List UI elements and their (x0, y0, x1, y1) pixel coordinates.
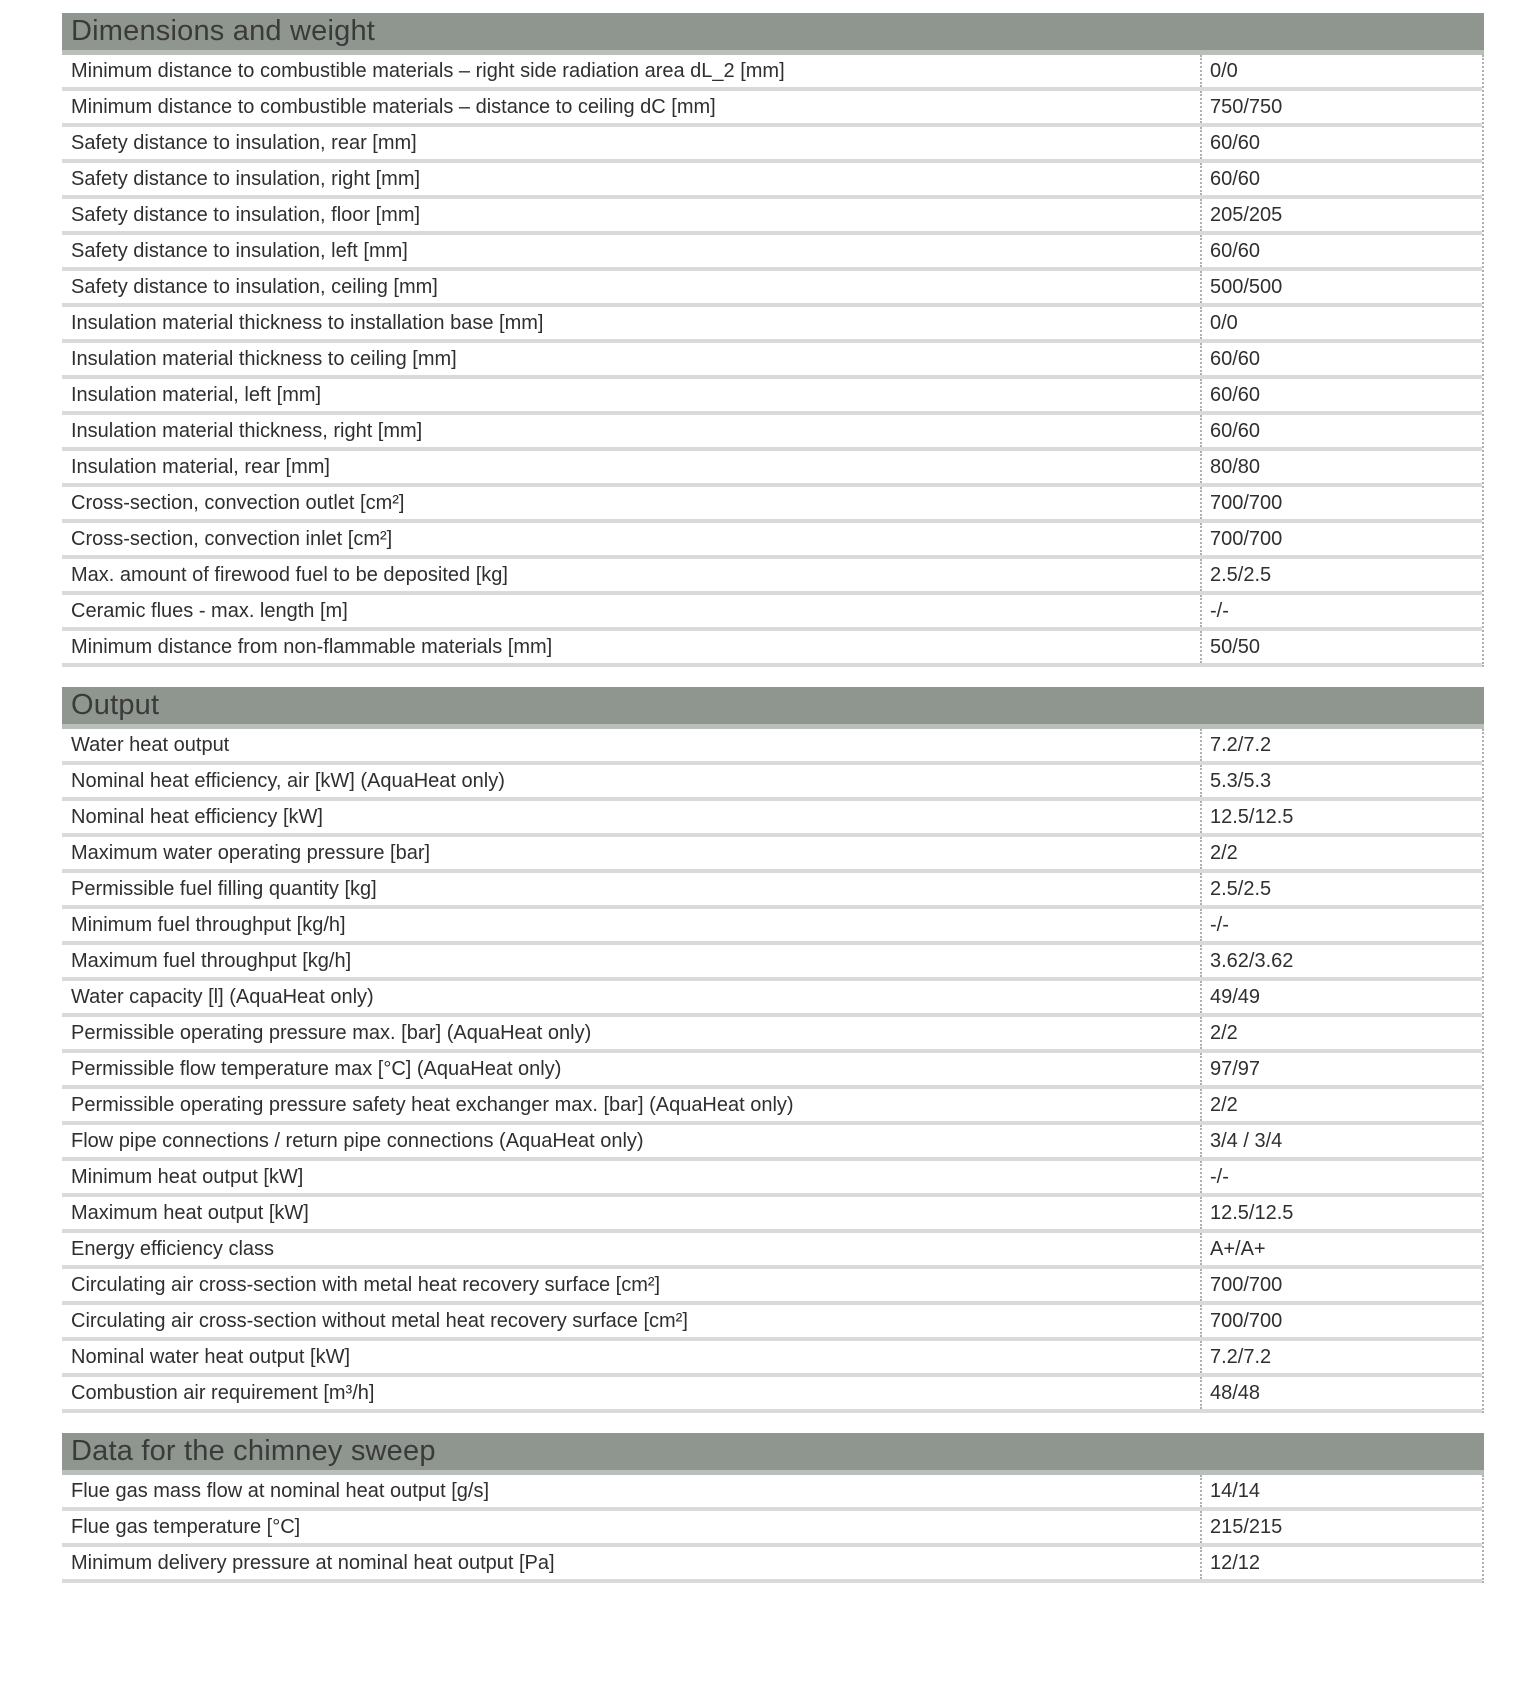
table-row (62, 1017, 1482, 1053)
table-row (62, 1511, 1482, 1547)
table-row (62, 343, 1482, 379)
row-label: Energy efficiency class (71, 1237, 275, 1260)
section-rows (62, 1475, 1484, 1583)
table-row (62, 487, 1482, 523)
row-label: Insulation material thickness to ceiling [mm] (71, 347, 457, 370)
table-row (62, 127, 1482, 163)
table-row (62, 55, 1482, 91)
row-value: 500/500 (1200, 271, 1482, 303)
table-row (62, 451, 1482, 487)
table-row (62, 199, 1482, 235)
row-value: 2/2 (1200, 837, 1482, 869)
row-label: Circulating air cross-section with metal heat recovery surface [cm²] (71, 1273, 661, 1296)
row-value: 48/48 (1200, 1377, 1482, 1409)
row-value: 60/60 (1200, 235, 1482, 267)
table-row (62, 559, 1482, 595)
row-label: Permissible fuel filling quantity [kg] (71, 877, 377, 900)
row-value: 2/2 (1200, 1089, 1482, 1121)
row-label: Safety distance to insulation, ceiling [mm] (71, 275, 438, 298)
row-value: 60/60 (1200, 343, 1482, 375)
row-value: -/- (1200, 909, 1482, 941)
section-title: Dimensions and weight (71, 15, 376, 47)
row-label: Safety distance to insulation, left [mm] (71, 239, 408, 262)
section-rows (62, 55, 1484, 667)
row-value: 205/205 (1200, 199, 1482, 231)
section-title: Data for the chimney sweep (71, 1435, 436, 1467)
table-row (62, 271, 1482, 307)
section-header (62, 687, 1484, 729)
spec-table (62, 13, 1484, 1583)
row-value: 60/60 (1200, 415, 1482, 447)
row-label: Minimum distance to combustible materials – right side radiation area dL_2 [mm] (71, 59, 785, 82)
row-value: 700/700 (1200, 523, 1482, 555)
table-row (62, 1161, 1482, 1197)
row-value: 0/0 (1200, 55, 1482, 87)
table-row (62, 1089, 1482, 1125)
spec-section (62, 1433, 1484, 1583)
row-value: 700/700 (1200, 487, 1482, 519)
row-value: 7.2/7.2 (1200, 1341, 1482, 1373)
row-value: -/- (1200, 1161, 1482, 1193)
row-value: 12/12 (1200, 1547, 1482, 1579)
table-row (62, 1341, 1482, 1377)
row-label: Maximum heat output [kW] (71, 1201, 309, 1224)
row-value: 0/0 (1200, 307, 1482, 339)
table-row (62, 837, 1482, 873)
row-label: Ceramic flues - max. length [m] (71, 599, 348, 622)
row-value: 5.3/5.3 (1200, 765, 1482, 797)
row-label: Nominal heat efficiency, air [kW] (AquaHeat only) (71, 769, 505, 792)
section-header (62, 1433, 1484, 1475)
table-row (62, 801, 1482, 837)
table-row (62, 91, 1482, 127)
table-row (62, 1125, 1482, 1161)
table-row (62, 415, 1482, 451)
row-value: 215/215 (1200, 1511, 1482, 1543)
table-row (62, 729, 1482, 765)
row-value: 12.5/12.5 (1200, 801, 1482, 833)
row-value: 60/60 (1200, 127, 1482, 159)
table-row (62, 873, 1482, 909)
table-row (62, 1053, 1482, 1089)
row-label: Safety distance to insulation, rear [mm] (71, 131, 417, 154)
section-title: Output (71, 689, 160, 721)
row-label: Minimum fuel throughput [kg/h] (71, 913, 346, 936)
row-label: Max. amount of firewood fuel to be deposited [kg] (71, 563, 508, 586)
row-value: 750/750 (1200, 91, 1482, 123)
table-row (62, 235, 1482, 271)
table-row (62, 909, 1482, 945)
row-label: Permissible flow temperature max [°C] (AquaHeat only) (71, 1057, 562, 1080)
row-value: 700/700 (1200, 1269, 1482, 1301)
row-label: Insulation material thickness to installation base [mm] (71, 311, 544, 334)
row-value: 60/60 (1200, 379, 1482, 411)
table-row (62, 1377, 1482, 1413)
table-row (62, 1197, 1482, 1233)
row-value: 3.62/3.62 (1200, 945, 1482, 977)
row-label: Circulating air cross-section without metal heat recovery surface [cm²] (71, 1309, 688, 1332)
row-label: Insulation material, left [mm] (71, 383, 322, 406)
table-row (62, 631, 1482, 667)
row-value: 2/2 (1200, 1017, 1482, 1049)
row-label: Maximum water operating pressure [bar] (71, 841, 431, 864)
row-label: Nominal heat efficiency [kW] (71, 805, 323, 828)
row-label: Combustion air requirement [m³/h] (71, 1381, 375, 1404)
row-label: Nominal water heat output [kW] (71, 1345, 351, 1368)
row-label: Permissible operating pressure safety heat exchanger max. [bar] (AquaHeat only) (71, 1093, 794, 1116)
row-label: Flow pipe connections / return pipe connections (AquaHeat only) (71, 1129, 644, 1152)
table-row (62, 945, 1482, 981)
table-row (62, 1233, 1482, 1269)
table-row (62, 765, 1482, 801)
table-row (62, 981, 1482, 1017)
row-label: Flue gas mass flow at nominal heat output [g/s] (71, 1479, 489, 1502)
row-value: 60/60 (1200, 163, 1482, 195)
row-value: -/- (1200, 595, 1482, 627)
row-label: Permissible operating pressure max. [bar] (AquaHeat only) (71, 1021, 592, 1044)
row-label: Safety distance to insulation, right [mm] (71, 167, 421, 190)
spec-section (62, 13, 1484, 667)
table-row (62, 595, 1482, 631)
table-row (62, 163, 1482, 199)
row-label: Minimum heat output [kW] (71, 1165, 304, 1188)
row-label: Minimum delivery pressure at nominal heat output [Pa] (71, 1551, 555, 1574)
table-row (62, 1475, 1482, 1511)
row-label: Minimum distance from non-flammable materials [mm] (71, 635, 553, 658)
row-value: 7.2/7.2 (1200, 729, 1482, 761)
row-value: 2.5/2.5 (1200, 559, 1482, 591)
row-value: 50/50 (1200, 631, 1482, 663)
row-label: Minimum distance to combustible materials – distance to ceiling dC [mm] (71, 95, 716, 118)
row-label: Water heat output (71, 733, 230, 756)
row-label: Insulation material thickness, right [mm] (71, 419, 423, 442)
row-label: Cross-section, convection outlet [cm²] (71, 491, 405, 514)
table-row (62, 379, 1482, 415)
row-value: 2.5/2.5 (1200, 873, 1482, 905)
row-label: Cross-section, convection inlet [cm²] (71, 527, 393, 550)
row-value: 12.5/12.5 (1200, 1197, 1482, 1229)
row-value: 49/49 (1200, 981, 1482, 1013)
row-label: Insulation material, rear [mm] (71, 455, 330, 478)
row-label: Safety distance to insulation, floor [mm] (71, 203, 421, 226)
spec-section (62, 687, 1484, 1413)
row-label: Maximum fuel throughput [kg/h] (71, 949, 352, 972)
table-row (62, 1547, 1482, 1583)
row-label: Flue gas temperature [°C] (71, 1515, 301, 1538)
row-value: 14/14 (1200, 1475, 1482, 1507)
table-row (62, 307, 1482, 343)
table-row (62, 1305, 1482, 1341)
row-value: 3/4 / 3/4 (1200, 1125, 1482, 1157)
row-value: 80/80 (1200, 451, 1482, 483)
row-value: 97/97 (1200, 1053, 1482, 1085)
row-label: Water capacity [l] (AquaHeat only) (71, 985, 374, 1008)
row-value: A+/A+ (1200, 1233, 1482, 1265)
table-row (62, 523, 1482, 559)
section-header (62, 13, 1484, 55)
table-row (62, 1269, 1482, 1305)
section-rows (62, 729, 1484, 1413)
row-value: 700/700 (1200, 1305, 1482, 1337)
